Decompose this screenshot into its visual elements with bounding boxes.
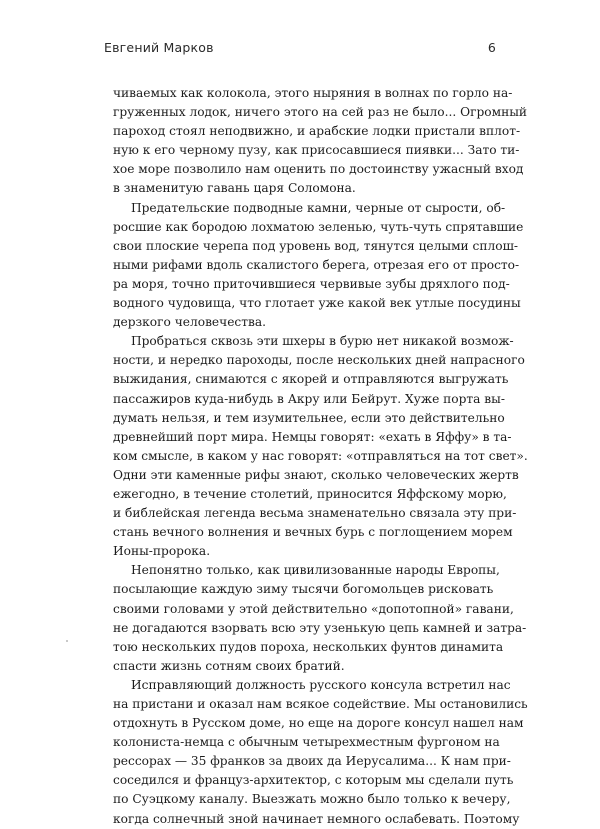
text-line: стань вечного волнения и вечных бурь с поглощением морем [113,525,513,540]
text-line: пассажиров куда-нибудь в Акру или Бейрут. Хуже порта вы- [113,391,505,406]
text-line: пароход стоял неподвижно, и арабские лодки пристали вплот- [113,124,521,139]
text-line: не догадаются взорвать всю эту узенькую цепь камней и затра- [113,620,527,635]
page-number: 6 [487,40,496,55]
text-line: отдохнуть в Русском доме, но еще на дороге консул нашел нам [113,716,524,731]
text-line: Ионы-пророка. [113,544,211,559]
text-line: древнейший порт мира. Немцы говорят: «ехать в Яффу» в та- [113,429,512,444]
margin-dot [66,640,68,642]
author-name: Евгений Марков [104,40,214,55]
text-line: Пробраться сквозь эти шхеры в бурю нет никакой возмож- [131,334,514,349]
text-line: своими головами у этой действительно «допотопной» гавани, [113,601,514,616]
text-line: по Суэцкому каналу. Выезжать можно было только к вечеру, [113,792,511,807]
text-line: ком смысле, в каком у нас говорят: «отправляться на тот свет». [113,448,528,463]
text-line: дерзкого человечества. [113,315,266,330]
text-line: Исправляющий должность русского консула встретил нас [131,677,511,692]
text-line: и библейская легенда весьма знаменательно связала эту при- [113,506,517,521]
text-line: груженных лодок, ничего этого на сей раз не было... Огромный [113,105,528,120]
text-line: ными рифами вдоль скалистого берега, отрезая его от просто- [113,257,520,272]
paragraph [113,199,524,333]
body-text [113,84,528,829]
paragraph [113,676,528,829]
text-line: Непонятно только, как цивилизованные народы Европы, [131,563,500,578]
text-line: ности, и нередко пароходы, после нескольких дней напрасного [113,353,525,368]
text-line: Предательские подводные камни, черные от сырости, об- [131,200,506,215]
paragraph [113,561,527,676]
text-line: рессорах — 35 франков за двоих да Иерусалима... К нам при- [113,754,511,769]
text-line: свои плоские черепа под уровень вод, тянутся целыми сплош- [113,238,519,253]
paragraph [113,332,528,561]
text-line: росшие как бородою лохматою зеленью, чуть-чуть спрятавшие [113,219,524,234]
paragraph [113,84,528,199]
text-line: спасти жизнь сотням своих братий. [113,658,345,673]
text-line: ную к его черному пузу, как присосавшиеся пиявки... Зато ти- [113,143,520,158]
text-line: ежегодно, в течение столетий, приносится Яффскому морю, [113,486,507,501]
text-line: соседился и француз-архитектор, с которым мы сделали путь [113,773,514,788]
text-line: посылающие каждую зиму тысячи богомольцев рисковать [113,582,494,597]
text-line: ра моря, точно приточившиеся червивые зубы дряхлого под- [113,276,510,291]
text-line: водного чудовища, что глотает уже какой век утлые посудины [113,296,521,311]
running-head [104,40,496,60]
text-line: чиваемых как колокола, этого ныряния в волнах по горло на- [113,86,513,100]
text-line: когда солнечный зной начинает немного ослабевать. Поэтому [113,811,520,826]
text-line: в знаменитую гавань царя Соломона. [113,181,356,196]
text-line: хое море позволило нам оценить по достоинству ужасный вход [113,162,524,177]
text-line: колониста-немца с обычным четырехместным фургоном на [113,735,500,750]
text-line: думать нельзя, и тем изумительнее, если это действительно [113,410,505,425]
text-line: выжидания, снимаются с якорей и отправляются выгружать [113,372,509,387]
text-line: Одни эти каменные рифы знают, сколько человеческих жертв [113,467,519,482]
text-line: на пристани и оказал нам всякое содействие. Мы остановились [113,697,528,711]
text-line: тою нескольких пудов пороха, нескольких фунтов динамита [113,639,504,654]
